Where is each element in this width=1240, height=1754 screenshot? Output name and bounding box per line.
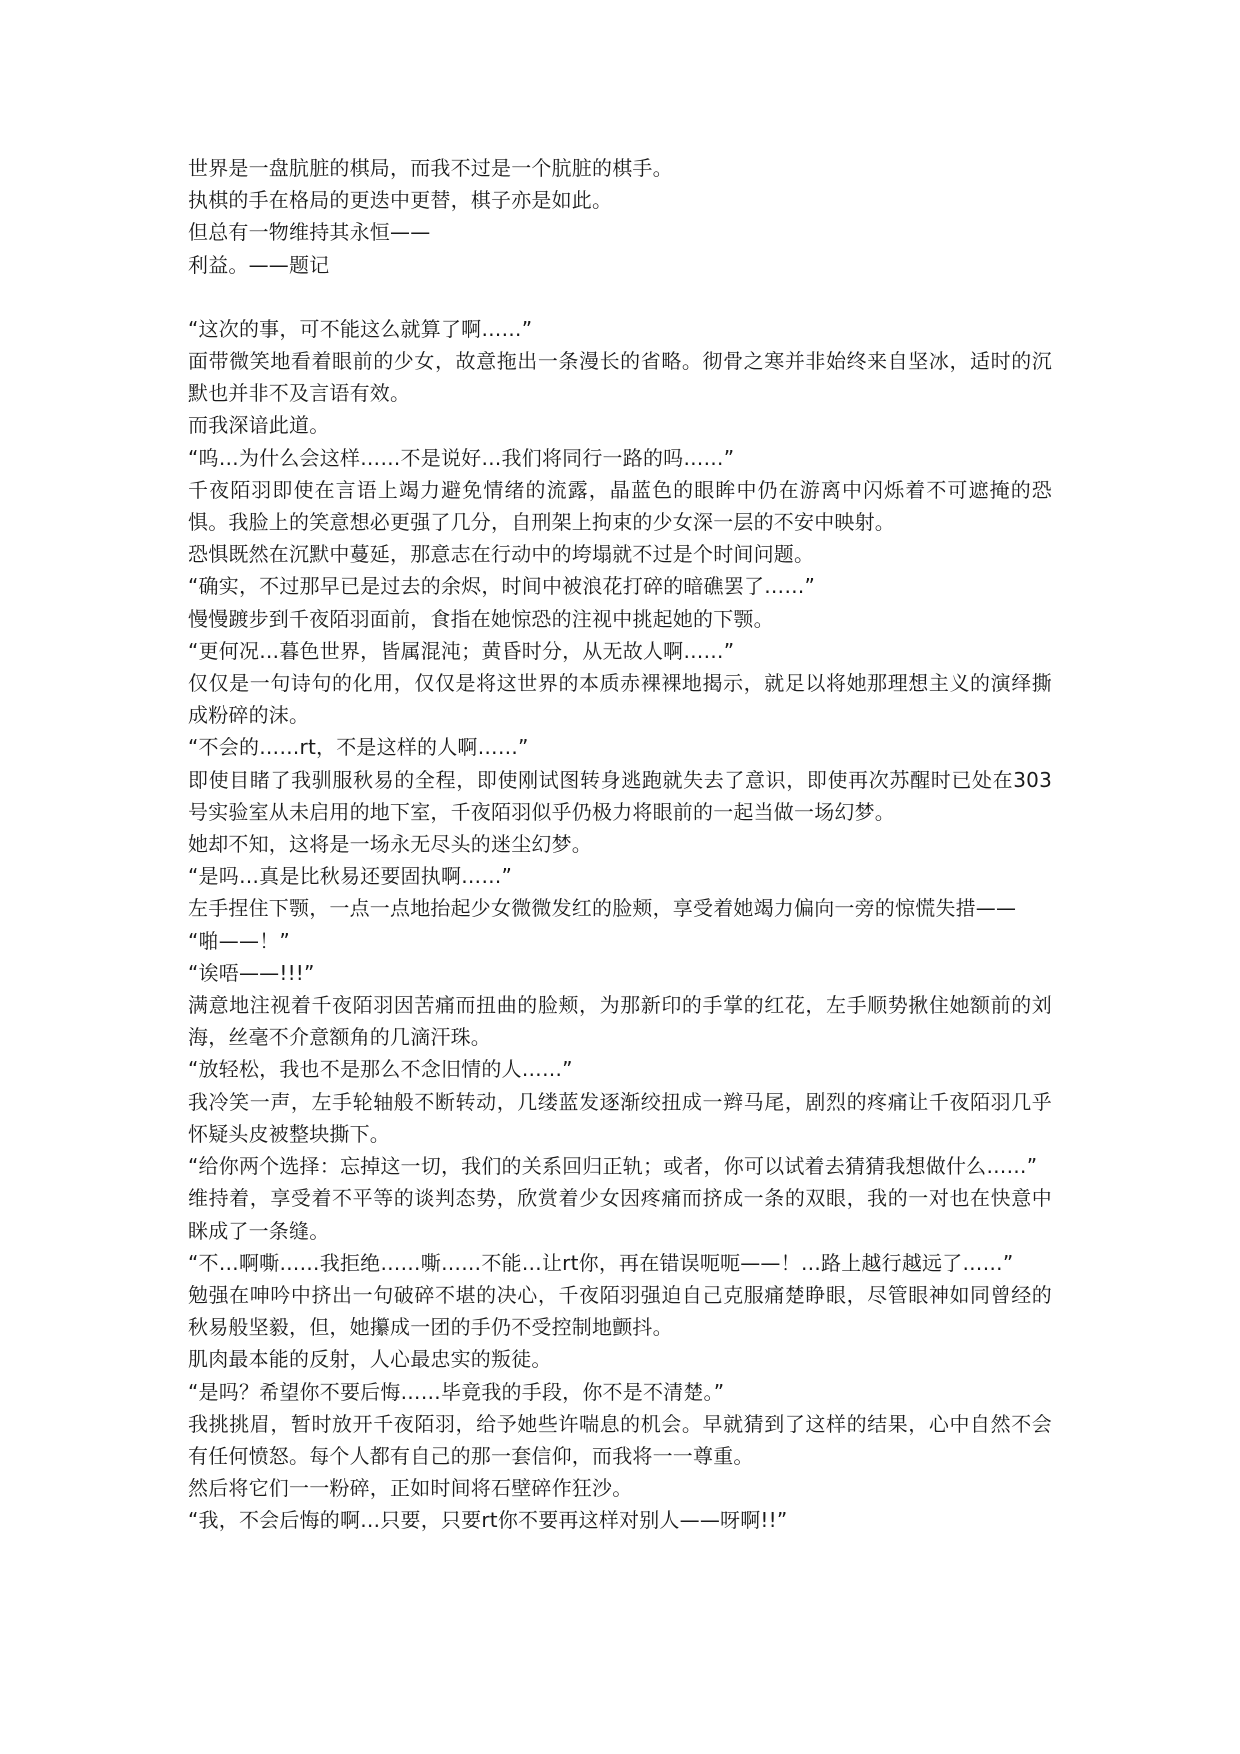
body-paragraph: “我，不会后悔的啊…只要，只要rt你不要再这样对别人——呀啊!!” — [188, 1508, 788, 1533]
body-paragraph: “更何况…暮色世界，皆属混沌；黄昏时分，从无故人啊……” — [188, 638, 735, 663]
body-paragraph: “呜…为什么会这样……不是说好…我们将同行一路的吗……” — [188, 445, 735, 470]
paragraph-spacer — [188, 281, 1052, 313]
body-paragraph: 千夜陌羽即使在言语上竭力避免情绪的流露，晶蓝色的眼眸中仍在游离中闪烁着不可遮掩的恐惧。我脸上的笑意想必更强了几分，自刑架上拘束的少女深一层的不安中映射。 — [188, 477, 1052, 535]
body-paragraph: 她却不知，这将是一场永无尽头的迷尘幻梦。 — [188, 832, 592, 857]
body-paragraph: “诶唔——!!!” — [188, 960, 315, 985]
epigraph-line: 执棋的手在格局的更迭中更替，棋子亦是如此。 — [188, 188, 613, 213]
body-paragraph: “是吗…真是比秋易还要固执啊……” — [188, 864, 513, 889]
body-paragraph: “啪——！” — [188, 928, 290, 953]
body-paragraph: “是吗？希望你不要后悔……毕竟我的手段，你不是不清楚。” — [188, 1379, 725, 1404]
body-paragraph: 满意地注视着千夜陌羽因苦痛而扭曲的脸颊，为那新印的手掌的红花，左手顺势揪住她额前的刘海，丝毫不介意额角的几滴汗珠。 — [188, 993, 1052, 1050]
body-paragraph: 慢慢踱步到千夜陌羽面前，食指在她惊恐的注视中挑起她的下颚。 — [188, 606, 774, 631]
body-paragraph: “这次的事，可不能这么就算了啊……” — [188, 316, 533, 341]
body-paragraph: 我挑挑眉，暂时放开千夜陌羽，给予她些许喘息的机会。早就猜到了这样的结果，心中自然不会有任何愤怒。每个人都有自己的那一套信仰，而我将一一尊重。 — [188, 1411, 1052, 1468]
body-paragraph: 我冷笑一声，左手轮轴般不断转动，几缕蓝发逐渐绞扭成一辫马尾，剧烈的疼痛让千夜陌羽几乎怀疑头皮被整块撕下。 — [188, 1089, 1052, 1146]
document-content — [188, 152, 1052, 1537]
story-body — [188, 313, 1052, 1537]
epigraph — [188, 152, 1052, 281]
body-paragraph: 维持着，享受着不平等的谈判态势，欣赏着少女因疼痛而挤成一条的双眼，我的一对也在快意中眯成了一条缝。 — [188, 1186, 1052, 1243]
body-paragraph: “放轻松，我也不是那么不念旧情的人……” — [188, 1057, 573, 1082]
body-paragraph: 然后将它们一一粉碎，正如时间将石壁碎作狂沙。 — [188, 1476, 633, 1501]
body-paragraph: 仅仅是一句诗句的化用，仅仅是将这世界的本质赤裸裸地揭示，就足以将她那理想主义的演绎撕成粉碎的沫。 — [188, 671, 1052, 728]
body-paragraph: 而我深谙此道。 — [188, 413, 330, 438]
body-paragraph: 勉强在呻吟中挤出一句破碎不堪的决心，千夜陌羽强迫自己克服痛楚睁眼，尽管眼神如同曾经的秋易般坚毅，但，她攥成一团的手仍不受控制地颤抖。 — [188, 1282, 1052, 1340]
body-paragraph: “给你两个选择：忘掉这一切，我们的关系回归正轨；或者，你可以试着去猜猜我想做什么……” — [188, 1154, 1038, 1179]
body-paragraph: 恐惧既然在沉默中蔓延，那意志在行动中的垮塌就不过是个时间问题。 — [188, 542, 815, 567]
body-paragraph: 面带微笑地看着眼前的少女，故意拖出一条漫长的省略。彻骨之寒并非始终来自坚冰，适时的沉默也并非不及言语有效。 — [188, 349, 1052, 406]
body-paragraph: 左手捏住下颚，一点一点地抬起少女微微发红的脸颊，享受着她竭力偏向一旁的惊慌失措—— — [188, 896, 1017, 921]
body-paragraph: 肌肉最本能的反射，人心最忠实的叛徒。 — [188, 1347, 552, 1372]
body-paragraph: “不…啊嘶……我拒绝……嘶……不能…让rt你，再在错误呃呃——！…路上越行越远了……” — [188, 1250, 1014, 1275]
body-paragraph: 即使目睹了我驯服秋易的全程，即使刚试图转身逃跑就失去了意识，即使再次苏醒时已处在303号实验室从未启用的地下室，千夜陌羽似乎仍极力将眼前的一起当做一场幻梦。 — [188, 767, 1052, 824]
body-paragraph: “不会的……rt，不是这样的人啊……” — [188, 735, 529, 760]
epigraph-line: 世界是一盘肮脏的棋局，而我不过是一个肮脏的棋手。 — [188, 156, 673, 180]
body-paragraph: “确实，不过那早已是过去的余烬，时间中被浪花打碎的暗礁罢了……” — [188, 574, 816, 599]
epigraph-line: 利益。——题记 — [188, 252, 330, 277]
epigraph-line: 但总有一物维持其永恒—— — [188, 220, 431, 245]
